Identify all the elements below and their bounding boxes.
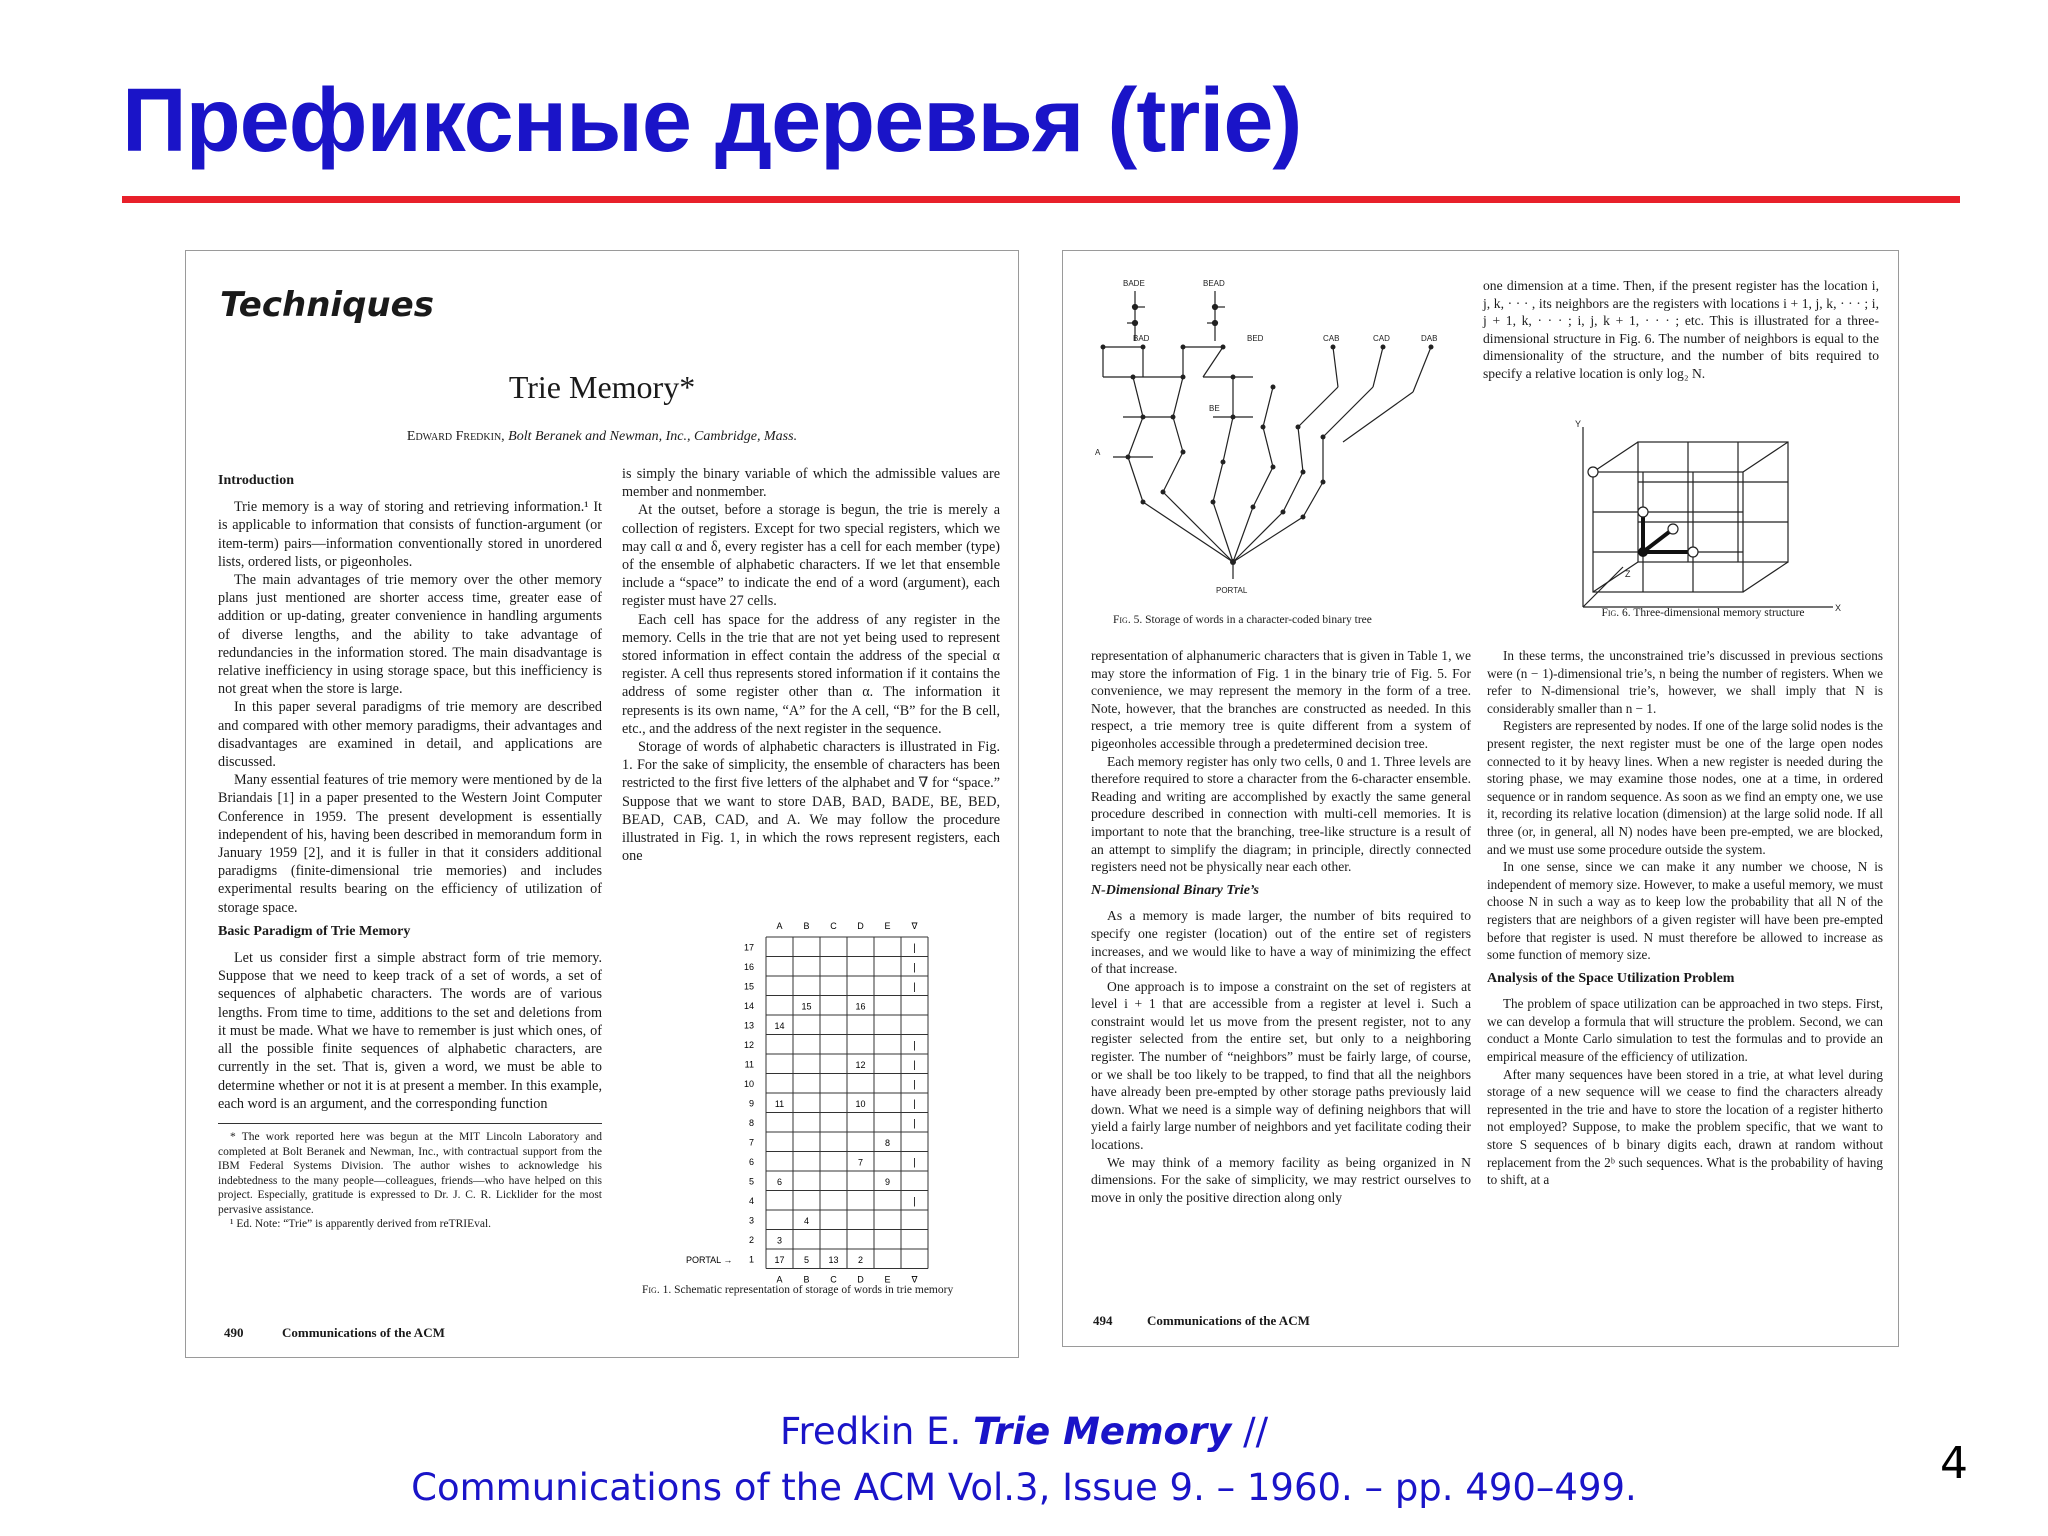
end-mark: |: [913, 982, 916, 994]
register-cell-value: 13: [828, 1255, 839, 1266]
register-cell-value: 7: [857, 1157, 864, 1168]
register-cell-value: 14: [774, 1021, 785, 1032]
paragraph: Many essential features of trie memory were mentioned by de la Briandais [1] in a paper presented to the Western Joint Computer Conference in 1959. The present development is essentially independent of his, having been described in memorandum form in January 1959 [2], and it is fuller in that it considers additional paradigms (finite-dimensional trie memories) and includes experimental results bearing on the efficiency of utilization of storage space.: [218, 772, 602, 916]
figure-5-caption: [1113, 613, 1473, 628]
row-label: 6: [748, 1157, 754, 1168]
paragraph: representation of alphanumeric characters that is given in Table 1, we may store the information of Fig. 1 in the binary trie of Fig. 5. For convenience, we may represent the memory in the form of a tree. Note, however, that the branches are constructed as needed. In this respect, a trie memory tree is quite different from a system of pigeonholes accessible through a predetermined decision tree.: [1091, 648, 1471, 751]
axis-label-x: X: [1835, 603, 1842, 613]
row-label: 13: [743, 1020, 754, 1031]
register-cell-value: 17: [774, 1255, 785, 1266]
paragraph: In one sense, since we can make it any number we choose, N is independent of memory size. However, to make a useful memory, we must choose N in such a way as to keep low the probability that all N of the registers that are neighbors of a given register will have been pre-empted before that register is used. N must therefore be allowed to increase as some function of memory size.: [1487, 859, 1883, 963]
register-cell-value: 3: [776, 1235, 783, 1246]
tree-word-label: BAD: [1133, 334, 1150, 343]
journal-name: Communications of the ACM: [282, 1325, 445, 1340]
paragraph: The main advantages of trie memory over the other memory plans just mentioned are shorter access time, greater ease of addition or up-dating, greater convenience in handling arguments of diverse lengths, and the ability to take advantage of redundancies in the information stored. The main disadvantage is relative inefficiency in using storage space, but this inefficiency is not great when the store is large.: [218, 572, 602, 698]
register-cell-value: 11: [774, 1099, 785, 1110]
slide-title: Префиксные деревья (trie): [122, 71, 1302, 171]
row-label: 2: [748, 1235, 754, 1246]
footnotes: [218, 1123, 602, 1232]
column-header: E: [884, 921, 891, 931]
citation-separator: //: [1231, 1410, 1269, 1453]
right-column-1: [1091, 647, 1471, 1206]
end-mark: |: [913, 1040, 916, 1052]
register-cell-value: 16: [855, 1001, 866, 1012]
row-label: 3: [748, 1215, 754, 1226]
row-label: 7: [748, 1137, 754, 1148]
figure-5-binary-tree: [1083, 277, 1473, 607]
end-mark: |: [913, 1079, 916, 1091]
citation-work-title: Trie Memory: [973, 1410, 1232, 1453]
column-footer: D: [857, 1274, 864, 1285]
end-mark: |: [913, 1060, 916, 1072]
tree-word-label: DAB: [1421, 334, 1438, 343]
register-cell-value: 15: [801, 1001, 812, 1012]
paragraph: Let us consider first a simple abstract form of trie memory. Suppose that we need to keep track of a set of words, a set of sequences of alphabetic characters. The words are of various lengths. From time to time, additions to the set and deletions from it must be made. What we have to remember is just which ones, of all the possible finite sequences of alphabetic characters, are currently in the set. That is, given a word, we must be able to determine whether or not it is at present a member. In this example, each word is an argument, and the corresponding function: [218, 950, 602, 1112]
right-top-text: [1483, 277, 1879, 383]
register-cell-value: 2: [857, 1255, 864, 1266]
left-column-2: [622, 465, 1000, 865]
paragraph: Trie memory is a way of storing and retrieving information.¹ It is applicable to information that consists of function-argument (or item-term) pairs—information conventionally stored in unordered lists, ordered lists, or pigeonholes.: [218, 499, 602, 570]
figure-label: Fig. 6.: [1601, 607, 1631, 619]
heading-introduction: Introduction: [218, 473, 294, 488]
column-footer: A: [776, 1274, 783, 1285]
paragraph: one dimension at a time. Then, if the present register has the location i, j, k, · · · , its neighbors are the registers with locations i + 1, j, k, · · · ; i, j + 1, k, · · · ; i, j, k + 1, · · · ; etc. This is illustrated for a three-dimensional structure in Fig. 6. The number of neighbors is equal to the dimensionality of the structure, and the number of bits required to specify a relative location is only log₂ N.: [1483, 278, 1879, 381]
column-footer: ∇: [911, 1274, 918, 1285]
figure-1-register-table: [686, 919, 1006, 1299]
paragraph: Each cell has space for the address of any register in the memory. Cells in the trie that are not yet being used to represent stored information in effect contain the address of the special α register. A cell thus represents stored information if it contains the address of some register other than α. The information it represents is its own name, “A” for the A cell, “B” for the B cell, etc., and the address of the next register in the sequence.: [622, 611, 1000, 737]
paragraph: We may think of a memory facility as being organized in N dimensions. For the sake of simplicity, we may restrict ourselves to move in only the positive direction along only: [1091, 1154, 1471, 1205]
paragraph: As a memory is made larger, the number of bits required to specify one register (location) out of the entire set of registers increases, and we would like to have a way of minimizing the effect of that increase.: [1091, 908, 1471, 977]
caption-text: Storage of words in a character-coded binary tree: [1142, 614, 1372, 626]
caption-text: Three-dimensional memory structure: [1630, 607, 1805, 619]
row-label: 9: [748, 1098, 754, 1109]
column-footer: B: [803, 1274, 810, 1285]
row-label: 5: [748, 1176, 754, 1187]
paragraph: One approach is to impose a constraint on the set of registers at level i + 1 that are accessible from a register at level i. Such a constraint would let us move from the present register, not to any register selected from the entire set, but only to a neighboring register. The number of “neighbors” must be fairly large, of course, or we shall be too likely to be trapped, to find that all the neighbors have already been pre-empted by other storage paths previously laid down. What we need is a simple way of defining neighbors that will yield a fairly large number of neighbors and yet facilitate coding their locations.: [1091, 978, 1471, 1153]
row-label: 12: [743, 1040, 754, 1051]
axis-label-y: Y: [1575, 419, 1582, 429]
paragraph: After many sequences have been stored in a trie, at what level during storage of a new sequence will we cease to find the characters already represented in the trie and have to store the location of a register hitherto not employed? Suppose, to make the problem specific, that we want to store S sequences of b binary digits each, drawn at random without replacement from the 2ᵇ such sequences. What is the probability of having to shift, at a: [1487, 1066, 1883, 1188]
row-label: 10: [743, 1079, 754, 1090]
tree-word-label: BED: [1247, 334, 1264, 343]
heading-basic-paradigm: Basic Paradigm of Trie Memory: [218, 923, 411, 939]
figure-label: Fig. 1.: [642, 1284, 672, 1296]
paragraph: In this paper several paradigms of trie memory are described and compared with other memory paradigms, their advantages and disadvantages are examined in detail, and applications are discussed.: [218, 699, 602, 771]
portal-label: PORTAL →: [686, 1255, 733, 1266]
axis-label-z: Z: [1625, 569, 1631, 579]
tree-word-label: BADE: [1123, 279, 1145, 288]
register-cell-value: 6: [776, 1177, 783, 1188]
end-mark: |: [913, 1118, 916, 1130]
row-label: 17: [743, 942, 754, 953]
column-header: B: [803, 921, 810, 931]
caption-text: Schematic representation of storage of words in trie memory: [671, 1284, 954, 1296]
row-label: 4: [748, 1196, 754, 1207]
tree-word-label: A: [1095, 448, 1101, 457]
column-header: D: [857, 921, 864, 931]
slide-number: 4: [1940, 1438, 1968, 1489]
paragraph: Each memory register has only two cells, 0 and 1. Three levels are therefore required to store a character from the 6-character ensemble. Reading and writing are accomplished by exactly the same general procedure described in connection with multi-cell memories. It is important to note that the branching, tree-like structure is a result of an attempt to simplify the diagram; in principle, directly connected registers need not be physically near each other.: [1091, 753, 1471, 875]
section-label: Techniques: [220, 285, 434, 325]
row-label: 16: [743, 962, 754, 973]
end-mark: |: [913, 943, 916, 955]
column-header: C: [830, 921, 837, 931]
end-mark: |: [913, 1099, 916, 1111]
left-column-1: [218, 466, 602, 1232]
end-mark: |: [913, 1196, 916, 1208]
register-cell-value: 5: [803, 1255, 810, 1266]
author-name: Edward Fredkin,: [406, 429, 505, 444]
column-header: ∇: [911, 921, 918, 931]
paragraph: is simply the binary variable of which the admissible values are member and nonmember.: [622, 466, 1000, 501]
tree-word-label: CAD: [1373, 334, 1390, 343]
title-underline: [122, 196, 1960, 203]
tree-word-label: BEAD: [1203, 279, 1225, 288]
figure-6-caption: [1533, 606, 1873, 621]
paragraph: Registers are represented by nodes. If one of the large solid nodes is the present register, the next register must be one of the large open nodes connected to it by heavy lines. When a new register is needed during the storing phase, we may examine those nodes, one at a time, in ordered sequence or in random sequence. As soon as we find an empty one, we use it, recording its relative location (dimension) at the large solid node. If all three (or, in general, all N) nodes have been pre-empted, we are blocked, and we must use some procedure outside the system.: [1487, 718, 1883, 857]
citation-line-1: [0, 1404, 2048, 1460]
article-page-494: [1062, 250, 1899, 1347]
row-label: 1: [748, 1254, 754, 1265]
end-mark: |: [913, 1157, 916, 1169]
author-affiliation: Bolt Beranek and Newman, Inc., Cambridge, Mass.: [504, 429, 798, 444]
citation-line-2: Communications of the ACM Vol.3, Issue 9. – 1960. – pp. 490–499.: [411, 1466, 1637, 1509]
column-footer: C: [830, 1274, 837, 1285]
heading-n-dimensional: N-Dimensional Binary Trie’s: [1091, 882, 1260, 898]
paragraph: The problem of space utilization can be approached in two steps. First, we can develop a formula that will structure the problem. Second, we can conduct a Monte Carlo simulation to test the formulas and to provide an empirical measure of the efficiency of utilization.: [1487, 996, 1883, 1065]
row-label: 8: [748, 1118, 754, 1129]
figure-label: Fig. 5.: [1113, 614, 1143, 626]
citation-author: Fredkin E.: [779, 1410, 973, 1453]
register-cell-value: 4: [803, 1216, 810, 1227]
page-number: 494: [1093, 1313, 1113, 1328]
journal-name: Communications of the ACM: [1147, 1313, 1310, 1328]
register-cell-value: 12: [855, 1060, 866, 1071]
end-mark: |: [913, 962, 916, 974]
tree-word-label: CAB: [1323, 334, 1340, 343]
article-byline: [186, 429, 1018, 445]
article-page-490: [185, 250, 1019, 1358]
column-header: A: [776, 921, 783, 931]
paragraph: In these terms, the unconstrained trie’s discussed in previous sections were (n − 1)-dimensional trie’s, n being the number of registers. When we refer to N-dimensional trie’s, however, we shall imply that N is considerably smaller than n − 1.: [1487, 648, 1883, 716]
tree-word-label: PORTAL: [1216, 586, 1248, 595]
figure-1-caption: [642, 1283, 1002, 1298]
footnote: ¹ Ed. Note: “Trie” is apparently derived from reTRIEval.: [230, 1218, 492, 1231]
footnote: * The work reported here was begun at the MIT Lincoln Laboratory and completed at Bolt Beranek and Newman, Inc., with contractual support from the IBM Federal Systems Division. The author wishes to acknowledge his indebtedness to the many people—colleagues, friends—who have helped on this project. Especially, gratitude is expressed to Dr. J. C. R. Licklider for the most pervasive assistance.: [218, 1130, 602, 1216]
row-label: 14: [743, 1001, 754, 1012]
column-footer: E: [884, 1274, 891, 1285]
heading-space-utilization: Analysis of the Space Utilization Problem: [1487, 970, 1735, 986]
row-label: 11: [744, 1059, 754, 1070]
paragraph: Storage of words of alphabetic characters is illustrated in Fig. 1. For the sake of simplicity, the ensemble of characters has been restricted to the first five letters of the alphabet and ∇ for “space.” Suppose that we want to store DAB, BAD, BADE, BE, BED, BEAD, CAB, CAD, and A. We may follow the procedure illustrated in Fig. 1, in which the rows represent registers, each one: [622, 739, 1000, 865]
figure-6-cube-structure: [1563, 417, 1853, 617]
paragraph: At the outset, before a storage is begun, the trie is merely a collection of registers. Except for two special registers, which we may call α and δ, every register has a cell for each member (type) of the ensemble of alphabetic characters. If we let that ensemble include a “space” to indicate the end of a word (argument), each register must have 27 cells.: [622, 502, 1000, 610]
register-cell-value: 10: [855, 1099, 866, 1110]
page-number: 490: [224, 1325, 244, 1340]
article-title: Trie Memory*: [508, 369, 696, 405]
right-column-2: [1487, 647, 1883, 1189]
register-cell-value: 8: [884, 1138, 891, 1149]
tree-word-label: BE: [1209, 404, 1220, 413]
register-cell-value: 9: [884, 1177, 891, 1188]
row-label: 15: [743, 981, 754, 992]
